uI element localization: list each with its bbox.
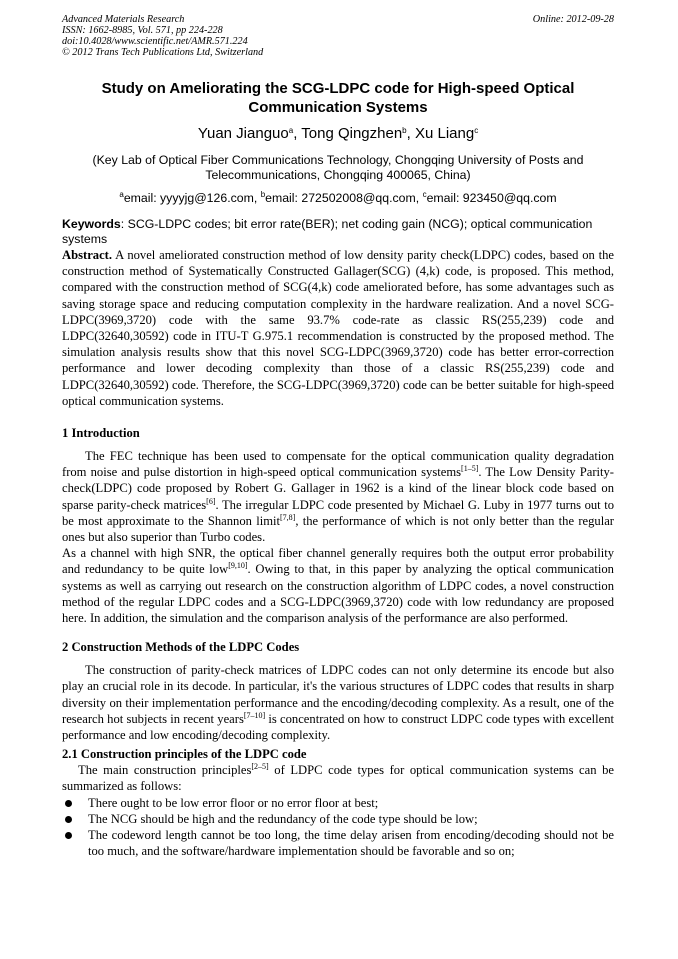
abstract-label: Abstract. — [62, 248, 113, 262]
paragraph-text: . The irregular LDPC code presented by Michael G. Luby in 1977 turns out to be most approximate to the Shannon limit — [62, 497, 615, 528]
list-item — [62, 795, 614, 811]
paragraph-text: . Owing to that, in this paper by analyzing the optical communication systems as well as carrying out research on the construction algorithm of LDPC codes, a novel construction method of the regular LDPC codes and a SCG-LDPC(3969,3720) code with low redundancy are proposed here. In addition, the simulation and the comparison analysis of the performance are also performed. — [62, 562, 614, 626]
issn-line: ISSN: 1662-8985, Vol. 571, pp 224-228 — [62, 25, 223, 36]
citation-ref: [1–5] — [461, 464, 479, 474]
citation-ref: [7,8] — [280, 512, 296, 522]
paragraph-text: , the performance of which is not only better than the regular ones but also superior than Turbo codes. — [62, 513, 615, 545]
journal-header — [62, 14, 614, 58]
keywords-label: Keywords — [62, 217, 121, 231]
paper-title — [62, 79, 614, 117]
list-item-text: The NCG should be high and the redundancy of the code type should be low; — [88, 811, 478, 826]
section-heading-construction: 2 Construction Methods of the LDPC Codes — [62, 640, 300, 655]
subsection-heading-principles: 2.1 Construction principles of the LDPC code — [62, 747, 307, 762]
bullet-icon — [65, 800, 72, 807]
principles-list — [62, 795, 614, 860]
author-sep: , — [406, 125, 415, 142]
online-date: Online: 2012-09-28 — [532, 14, 614, 25]
intro-paragraph-1 — [62, 448, 614, 545]
paragraph-text: The main construction principles — [78, 763, 252, 778]
title-line-1: Study on Ameliorating the SCG-LDPC code for High-speed Optical — [101, 80, 575, 97]
abstract — [62, 247, 614, 409]
abstract-text: A novel ameliorated construction method of low density parity check(LDPC) codes, based on the construction method of Systematically Constructed Gallager(SCG) (4,k) code, is proposed. This method, compared with the construction method of SCG(4,k) code ameliorated before, has some advantages such as saving storage space and reducing computation complexity in the hardware realization. And a novel SCG-LDPC(3969,3720) code with the same 93.7% code-rate as classic RS(255,239) code and LDPC(32640,30592) code in ITU-T G.975.1 recommendation is constructed by the proposed method. The simulation analysis results show that this novel SCG-LDPC(3969,3720) code has better error-correction performance and lower decoding complexity than those of a classic RS(255,239) code and LDPC(32640,30592) code. Therefore, the SCG-LDPC(3969,3720) code can be better suitable for high-speed optical communication systems. — [62, 248, 614, 408]
email-text: email: 923450@qq.com — [426, 191, 557, 205]
journal-name: Advanced Materials Research — [62, 14, 185, 25]
author-name: Yuan Jianguo — [197, 125, 289, 142]
affiliation: (Key Lab of Optical Fiber Communications Technology, Chongqing University of Posts and Telecommunications, Chongqing 400065, China) — [92, 153, 584, 182]
paragraph-text: of LDPC code types for optical communication systems can be summarized as follows: — [62, 763, 614, 794]
author-mark: a — [288, 126, 294, 135]
email-mark: c — [422, 190, 427, 199]
keywords — [62, 217, 614, 247]
principles-paragraph — [62, 762, 614, 794]
intro-paragraph-2 — [62, 545, 614, 626]
bullet-icon — [65, 832, 72, 839]
doi-line: doi:10.4028/www.scientific.net/AMR.571.224 — [62, 36, 248, 47]
copyright-line: © 2012 Trans Tech Publications Ltd, Switzerland — [62, 47, 264, 58]
author-list — [62, 125, 614, 143]
author-sep: , — [293, 125, 302, 142]
citation-ref: [6] — [206, 496, 216, 506]
paragraph-text: The construction of parity-check matrices of LDPC codes can not only determine its encode but also play an crucial role in its decode. In particular, it's the various structures of LDPC codes that results in sharp diversity on their implementation performance and the encoding/decoding complexity. As a result, one of the research hot subjects in recent years — [62, 663, 614, 726]
construction-paragraph-1 — [62, 662, 614, 743]
author-name: Tong Qingzhen — [301, 125, 403, 142]
paragraph-text: The FEC technique has been used to compensate for the optical communication quality degradation from noise and pulse distortion in high-speed optical communication systems — [62, 449, 614, 480]
citation-ref: [2–5] — [251, 762, 269, 772]
paragraph-text: . The Low Density Parity-check(LDPC) code proposed by Robert G. Gallager in 1962 is a kind of the linear block code based on sparse parity-check matrices — [62, 465, 615, 512]
citation-ref: [9,10] — [228, 561, 248, 571]
email-mark: b — [260, 190, 266, 199]
email-list — [62, 191, 614, 206]
bullet-icon — [65, 816, 72, 823]
author-name: Xu Liang — [414, 125, 475, 142]
email-text: email: yyyyjg@126.com, — [123, 191, 261, 205]
title-line-2: Communication Systems — [248, 99, 428, 116]
author-mark: c — [474, 126, 479, 135]
paragraph-text: is concentrated on how to construct LDPC code types with excellent performance and low encoding/decoding complexity. — [62, 711, 614, 743]
list-item — [62, 811, 614, 827]
list-item-text: There ought to be low error floor or no error floor at best; — [88, 795, 379, 810]
email-mark: a — [119, 190, 124, 199]
section-heading-introduction: 1 Introduction — [62, 426, 140, 441]
list-item-text: The codeword length cannot be too long, the time delay arisen from encoding/decoding should not be too much, and the software/hardware implementation should be favorable and so on; — [88, 828, 614, 859]
paragraph-text: As a channel with high SNR, the optical fiber channel generally requires both the output error probability and redundancy to be quite low — [62, 546, 614, 577]
email-text: email: 272502008@qq.com, — [265, 191, 423, 205]
list-item — [62, 827, 614, 859]
citation-ref: [7–10] — [243, 710, 266, 720]
author-mark: b — [402, 126, 407, 135]
keywords-text: : SCG-LDPC codes; bit error rate(BER); net coding gain (NCG); optical communication systems — [62, 217, 593, 246]
